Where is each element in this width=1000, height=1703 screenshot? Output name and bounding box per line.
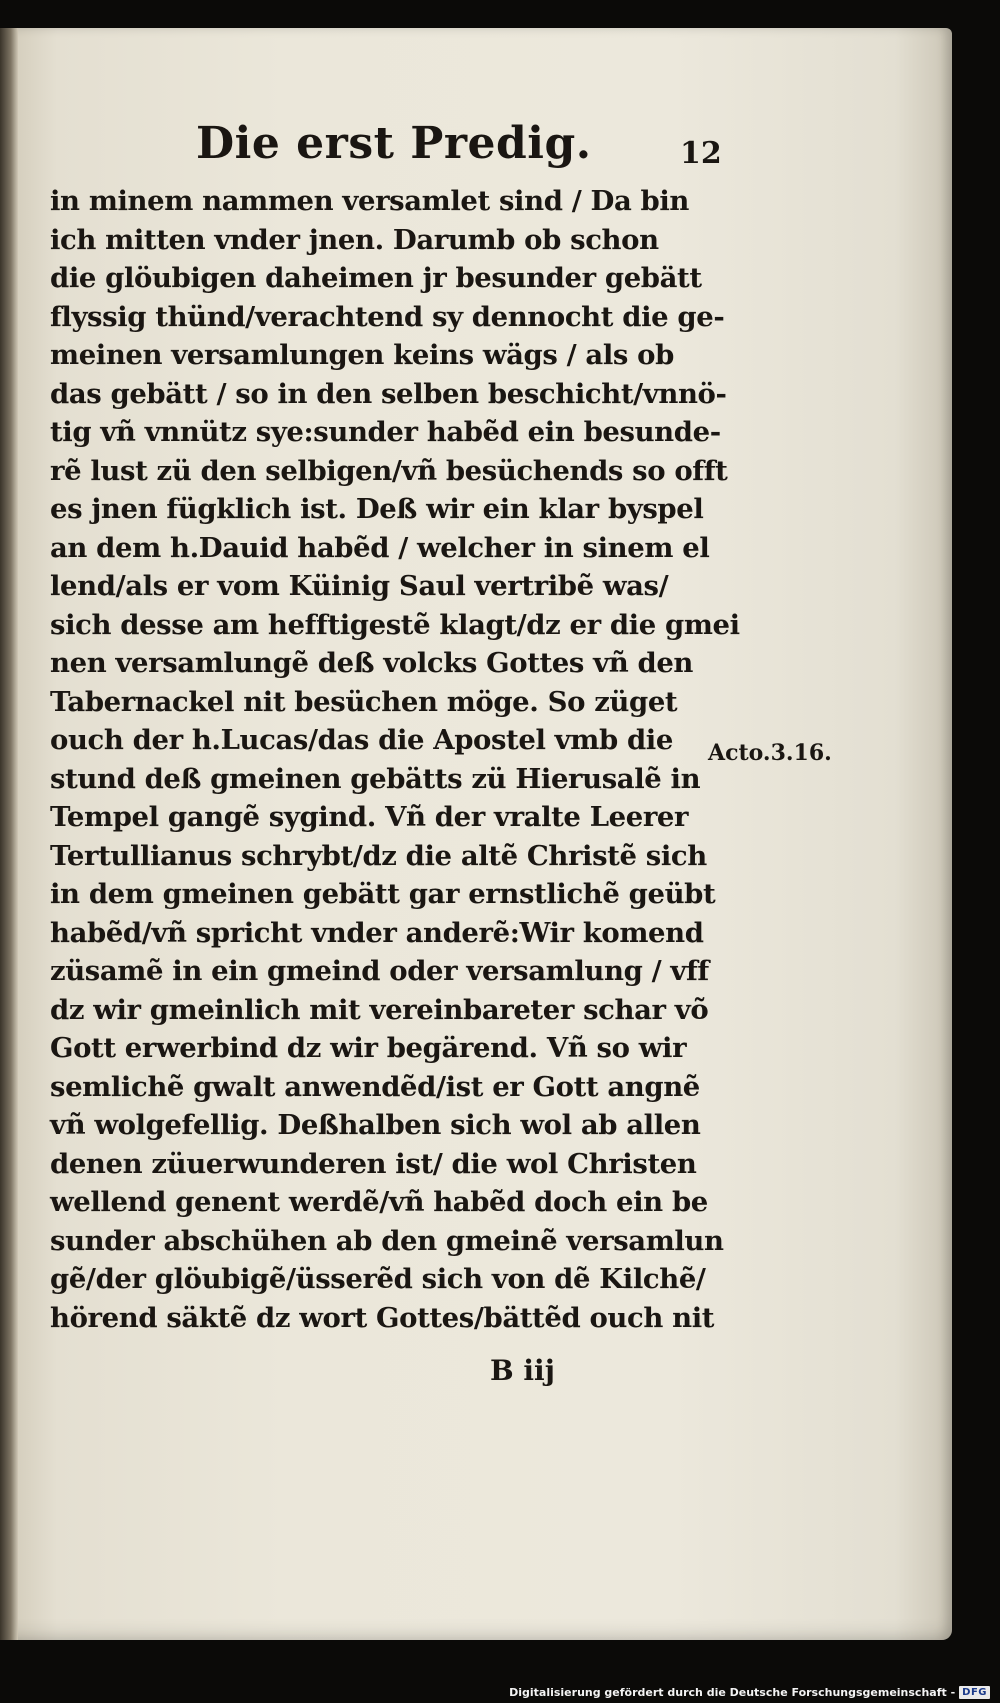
body-text bbox=[50, 182, 740, 1337]
text-line: flyssig thünd/verachtend sy dennocht die ge- bbox=[50, 300, 725, 333]
text-line: Tertullianus schrybt/dz die altẽ Christẽ sich bbox=[50, 839, 707, 872]
dfg-logo: DFG bbox=[959, 1686, 990, 1699]
book-spine bbox=[0, 28, 18, 1640]
text-line: Tempel gangẽ sygind. Vñ der vralte Leerer bbox=[50, 801, 689, 833]
text-line: Gott erwerbind dz wir begärend. Vñ so wir bbox=[50, 1032, 687, 1064]
running-head: Die erst Predig. bbox=[196, 118, 592, 169]
text-line: an dem h.Dauid habẽd / welcher in sinem el bbox=[50, 531, 710, 564]
text-line: ich mitten vnder jnen. Darumb ob schon bbox=[50, 223, 659, 256]
text-line: gẽ/der glöubigẽ/üsserẽd sich von dẽ Kilchẽ/ bbox=[50, 1263, 706, 1295]
text-line: hörend säktẽ dz wort Gottes/bättẽd ouch nit bbox=[50, 1301, 715, 1334]
text-line: sich desse am hefftigestẽ klagt/dz er die gmei bbox=[50, 608, 740, 641]
text-line: rẽ lust zü den selbigen/vñ besüchends so offt bbox=[50, 454, 728, 487]
text-line: stund deß gmeinen gebätts zü Hierusalẽ in bbox=[50, 762, 701, 795]
text-line: züsamẽ in ein gmeind oder versamlung / vff bbox=[50, 955, 709, 987]
text-line: lend/als er vom Küinig Saul vertribẽ was/ bbox=[50, 570, 669, 602]
text-line: dz wir gmeinlich mit vereinbareter schar võ bbox=[50, 993, 709, 1026]
page-number: 12 bbox=[680, 136, 722, 171]
credit-text: Digitalisierung gefördert durch die Deutsche Forschungsgemeinschaft - bbox=[509, 1686, 956, 1699]
text-line: ouch der h.Lucas/das die Apostel vmb die bbox=[50, 724, 673, 756]
text-line: vñ wolgefellig. Deßhalben sich wol ab allen bbox=[50, 1109, 701, 1141]
text-line: tig vñ vnnütz sye:sunder habẽd ein besunde- bbox=[50, 416, 721, 448]
text-line: habẽd/vñ spricht vnder anderẽ:Wir komend bbox=[50, 916, 704, 949]
signature-mark: B iij bbox=[490, 1354, 555, 1387]
text-line: es jnen fügklich ist. Deß wir ein klar byspel bbox=[50, 493, 704, 525]
text-line: denen züuerwunderen ist/ die wol Christen bbox=[50, 1147, 697, 1180]
text-line: semlichẽ gwalt anwendẽd/ist er Gott angnẽ bbox=[50, 1070, 700, 1103]
text-line: meinen versamlungen keins wägs / als ob bbox=[50, 339, 674, 371]
marginal-note: Acto.3.16. bbox=[708, 740, 832, 766]
text-line: Tabernackel nit besüchen möge. So züget bbox=[50, 685, 678, 718]
text-line: die glöubigen daheimen jr besunder gebätt bbox=[50, 262, 702, 294]
digitization-credit bbox=[509, 1686, 990, 1699]
text-line: das gebätt / so in den selben beschicht/vnnö- bbox=[50, 377, 727, 410]
text-line: sunder abschühen ab den gmeinẽ versamlun bbox=[50, 1224, 724, 1257]
text-line: in minem nammen versamlet sind / Da bin bbox=[50, 185, 690, 217]
text-line: wellend genent werdẽ/vñ habẽd doch ein be bbox=[50, 1186, 708, 1218]
text-line: nen versamlungẽ deß volcks Gottes vñ den bbox=[50, 647, 694, 679]
text-line: in dem gmeinen gebätt gar ernstlichẽ geübt bbox=[50, 878, 716, 910]
